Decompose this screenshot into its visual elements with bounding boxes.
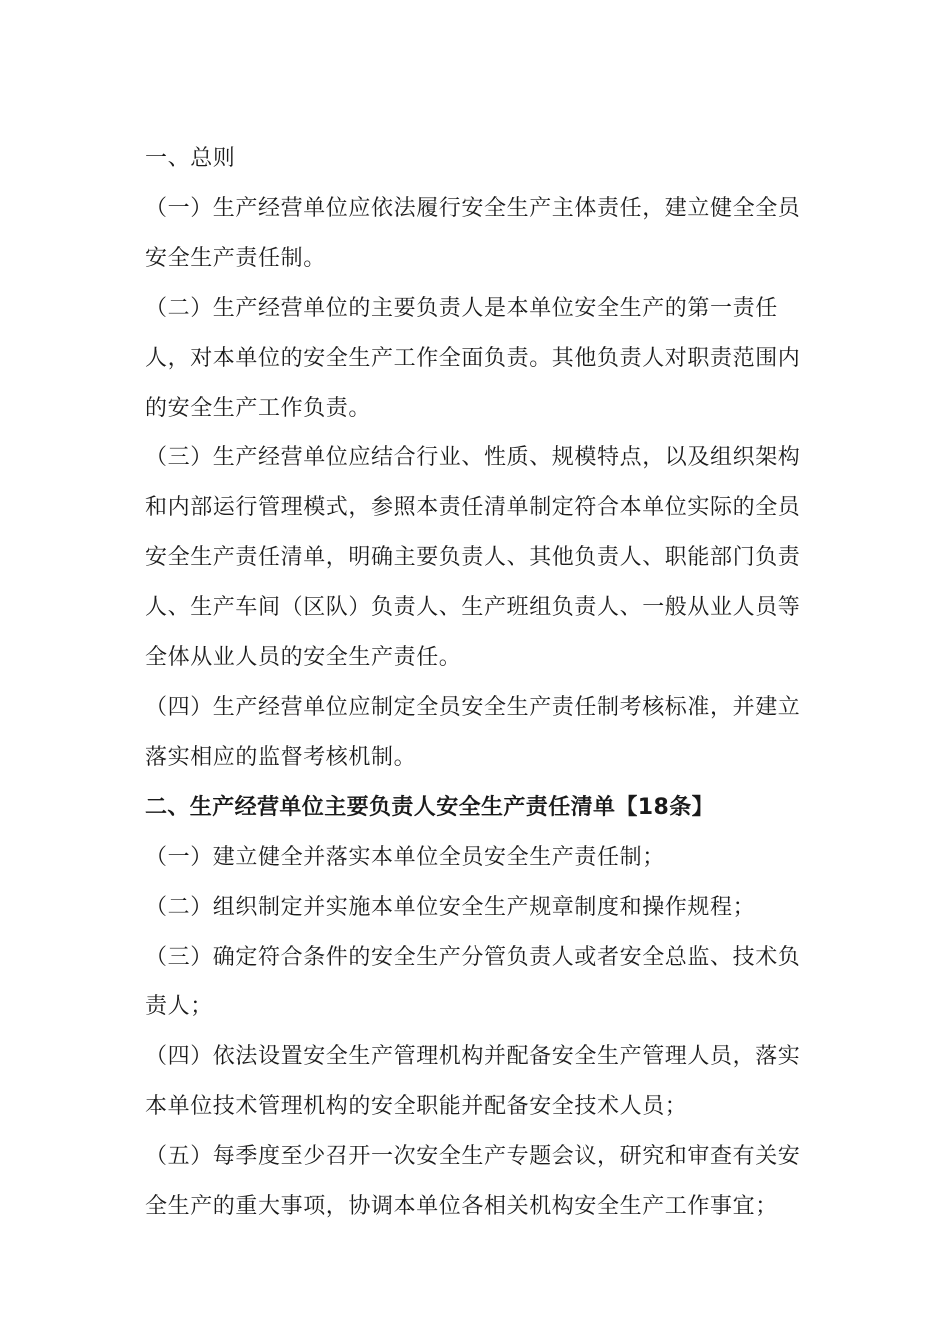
general-item-3: （三）生产经营单位应结合行业、性质、规模特点，以及组织架构和内部运行管理模式，参照本责任清单制定符合本单位实际的全员安全生产责任清单，明确主要负责人、其他负责人、职能部门负责人、生产车间（区队）负责人、生产班组负责人、一般从业人员等全体从业人员的安全生产责任。 (145, 445, 801, 671)
section-heading-principal-responsibilities: 二、生产经营单位主要负责人安全生产责任清单【18条】 (145, 794, 715, 820)
general-item-1: （一）生产经营单位应依法履行安全生产主体责任，建立健全全员安全生产责任制。 (145, 195, 801, 271)
responsibility-item-3: （三）确定符合条件的安全生产分管负责人或者安全总监、技术负责人； (145, 944, 801, 1020)
responsibility-item-4: （四）依法设置安全生产管理机构并配备安全生产管理人员，落实本单位技术管理机构的安全职能并配备安全技术人员； (145, 1044, 801, 1120)
responsibility-item-2: （二）组织制定并实施本单位安全生产规章制度和操作规程； (145, 894, 756, 920)
document-body (145, 134, 815, 1232)
responsibility-item-5: （五）每季度至少召开一次安全生产专题会议，研究和审查有关安全生产的重大事项，协调本单位各相关机构安全生产工作事宜； (145, 1144, 801, 1220)
general-item-4: （四）生产经营单位应制定全员安全生产责任制考核标准，并建立落实相应的监督考核机制。 (145, 694, 801, 770)
general-item-2: （二）生产经营单位的主要负责人是本单位安全生产的第一责任人，对本单位的安全生产工作全面负责。其他负责人对职责范围内的安全生产工作负责。 (145, 295, 801, 421)
section-heading-general: 一、总则 (145, 146, 236, 171)
responsibility-item-1: （一）建立健全并落实本单位全员安全生产责任制； (145, 844, 665, 870)
